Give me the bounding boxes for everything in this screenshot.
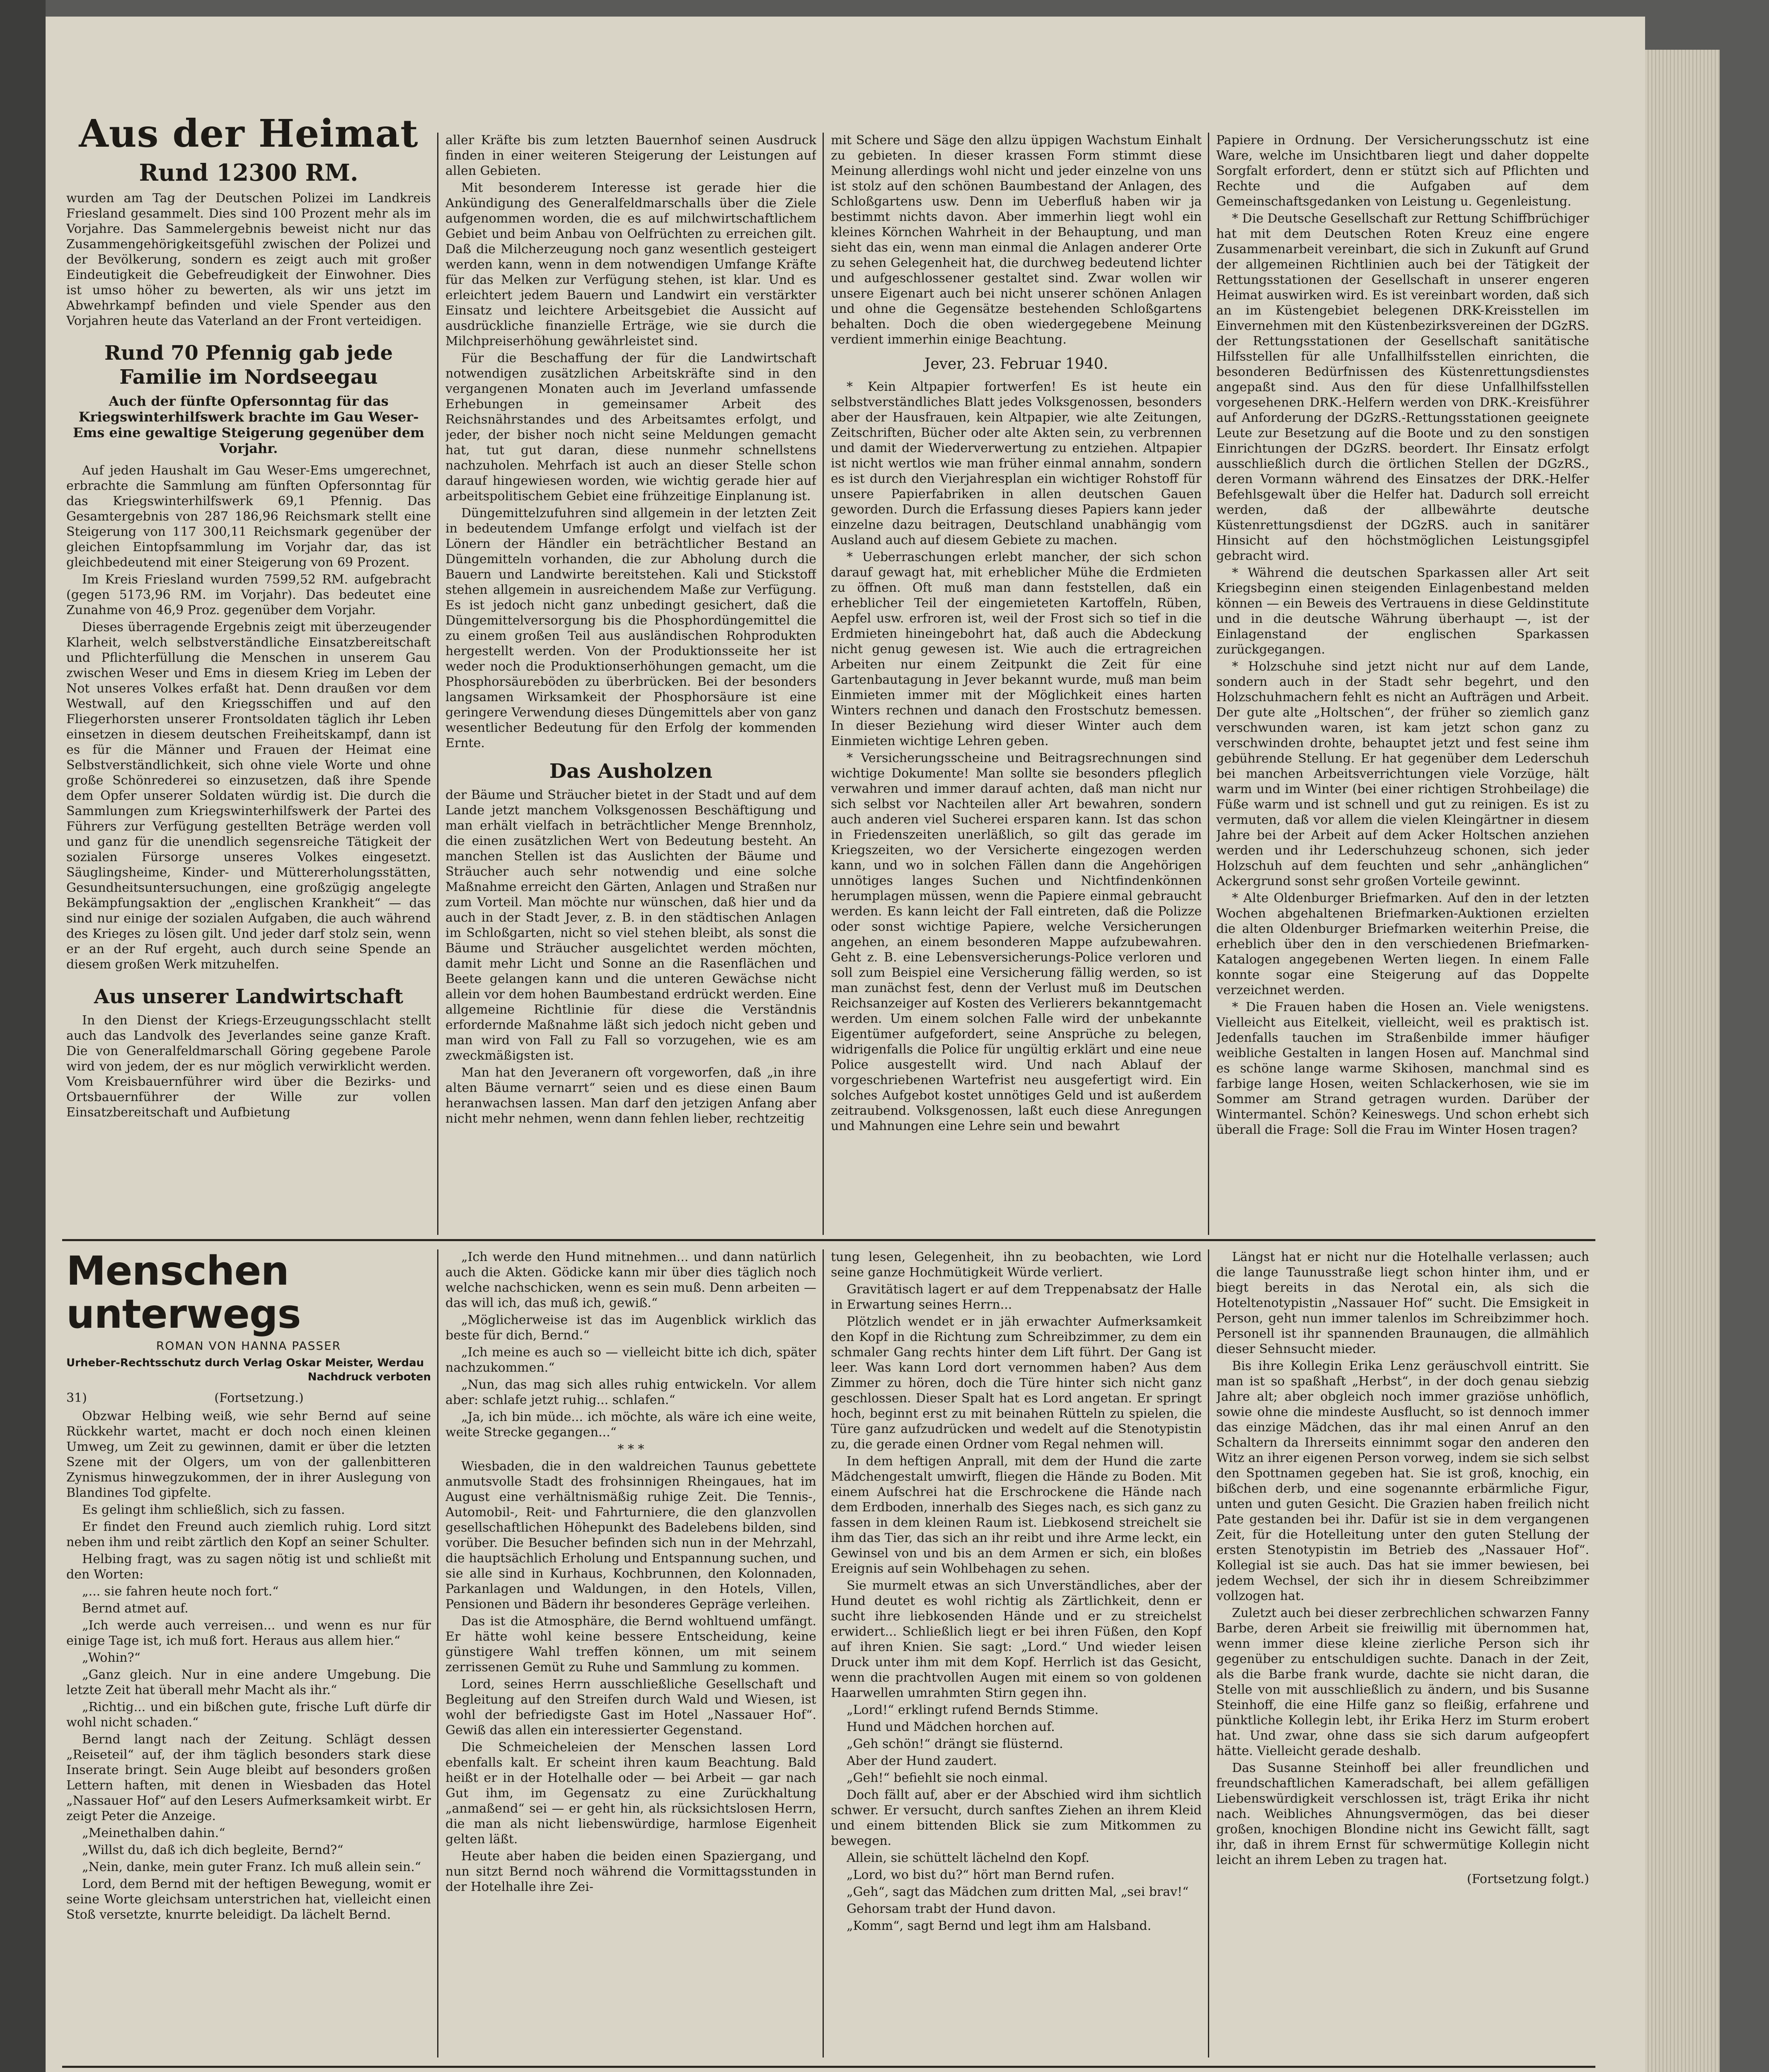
paragraph: „Geh!“ befiehlt sie noch einmal. xyxy=(847,1771,1048,1785)
paragraph: „Ich werde auch verreisen... und wenn es nur für einige Tage ist, ich muß fort. Heraus aus allem hier.“ xyxy=(66,1618,431,1648)
paragraph: tung lesen, Gelegenheit, ihn zu beobachten, wie Lord seine ganze Hochmütigkeit Würde verliert. xyxy=(831,1250,1202,1280)
paragraph: „Möglicherweise ist das im Augenblick wirklich das beste für dich, Bernd.“ xyxy=(445,1313,816,1343)
paragraph: „Ganz gleich. Nur in eine andere Umgebung. Die letzte Zeit hat überall mehr Macht als ihr.“ xyxy=(66,1668,431,1697)
paragraph: Düngemittelzufuhren sind allgemein in der letzten Zeit in bedeutendem Umfange erfolgt und vielfach ist der Lönern der Händler ein beträchtlicher Bestand an Düngemitteln vorhanden, die zur Abholung durch die Bauern und Landwirte bereitstehen. Kali und Stickstoff stehen allgemein in ausreichendem Maße zur Verfügung. Es ist jedoch nicht ganz unbedingt gesichert, daß die Düngemittelversorgung bis die Phosphordüngemittel die zu einem großen Teil aus ausländischen Rohprodukten hergestellt werden. Von der Produktionsseite her ist weder noch die Produktionserhöhungen gemacht, um die Phosphorsäureböden zu überbrücken. Bei der besonders langsamen Wirksamkeit der Phosphorsäure ist eine geringere Verwendung dieses Düngemittels aber von ganz wesentlicher Bedeutung für den Erfolg der kommenden Ernte. xyxy=(445,506,816,750)
paragraph: „Lord!“ erklingt rufend Bernds Stimme. xyxy=(847,1703,1099,1717)
paragraph: Für die Beschaffung der für die Landwirtschaft notwendigen zusätzlichen Arbeitskräfte sind in den vergangenen Monaten auch im Jeverland umfassende Erhebungen in gemeinsamer Arbeit des Reichsnährstandes und des Arbeitsamtes erfolgt, und jeder, der bisher noch nicht seine Meldungen gemacht hat, tut gut daran, diese nunmehr schnellstens nachzuholen. Mehrfach ist auch an dieser Stelle schon darauf hingewiesen worden, wie wichtig gerade hier auf arbeitspolitischem Gebiet eine frühzeitige Einplanung ist. xyxy=(445,351,816,503)
paragraph: Er findet den Freund auch ziemlich ruhig. Lord sitzt neben ihm und reibt zärtlich den Kopf an seiner Schulter. xyxy=(66,1520,431,1549)
column-rule xyxy=(823,1249,824,2057)
paragraph: Mit besonderem Interesse ist gerade hier die Ankündigung des Generalfeldmarschalls über die Ziele aufgenommen worden, die es auf milchwirtschaftlichem Gebiet und beim Anbau von Oelfrüchten zu erreichen gilt. Daß die Milcherzeugung noch ganz wesentlich gesteigert werden kann, wenn in dem notwendigen Umfange Kräfte für das Melken zur Verfügung stehen, ist klar. Und es erleichtert jedem Bauern und Landwirt ein verstärkter Einsatz und leichtere Arbeitsgebiet die Aussicht auf ausdrückliche finanzielle Erträge, wie sie durch die Milchpreiserhöhung gewährleistet sind. xyxy=(445,181,816,349)
paragraph: „Geh schön!“ drängt sie flüsternd. xyxy=(847,1737,1063,1751)
column-rule xyxy=(437,133,438,1235)
section-divider xyxy=(62,1239,1595,1241)
paragraph: Lord, seines Herrn ausschließliche Gesellschaft und Begleitung auf den Streifen durch Wald und Wiesen, ist wohl der befriedigste Gast im Hotel „Nassauer Hof“. Gewiß das allen ein interessierter Gegenstand. xyxy=(445,1677,816,1738)
paragraph: „Ja, ich bin müde... ich möchte, als wäre ich eine weite, weite Strecke gegangen...“ xyxy=(445,1410,816,1440)
column-rule xyxy=(823,133,824,1235)
column-4 xyxy=(1216,133,1589,1235)
section-divider xyxy=(62,2066,1595,2068)
column-rule xyxy=(1208,133,1209,1235)
paragraph: * Die Deutsche Gesellschaft zur Rettung Schiffbrüchiger hat mit dem Deutschen Roten Kreuz eine engere Zusammenarbeit vereinbart, die sich in Zukunft auf Grund der allgemeinen Richtlinien auch bei der Tätigkeit der Rettungsstationen der Gesellschaft in unserer engeren Heimat auswirken wird. Es ist vereinbart worden, daß sich an im Küstengebiet belegenen DRK-Kreisstellen im Einvernehmen mit den Küstenbezirksvereinen der DGzRS. der Rettungsstationen der Gesellschaft sanitätische Hilfsstellen für alle Unfallhilfsstellen einrichten, die besonderen Bedürfnissen des Küstenrettungsdienstes angepaßt sind. Aus den für diese Unfallhilfsstellen vorgesehenen DRK.-Helfern werden von DRK.-Kreisführer auf Anforderung der DGzRS.-Rettungsstationen geeignete Leute zur Besetzung auf die Boote und zu den sonstigen Einrichtungen der DGzRS. beordert. Ihr Einsatz erfolgt ausschließlich durch die örtlichen Stellen der DGzRS., deren Vormann während des Einsatzes der DRK.-Helfer Befehlsgewalt über die Helfer hat. Dadurch soll erreicht werden, daß der allbewährte deutsche Küstenrettungsdienst der DGzRS. auch in sanitärer Hinsicht auf den höchstmöglichen Leistungsgipfel gebracht wird. xyxy=(1216,211,1589,563)
paragraph: aller Kräfte bis zum letzten Bauernhof seinen Ausdruck finden in einer weiteren Steigerung der Leistungen auf allen Gebieten. xyxy=(445,133,816,178)
paragraph: Dieses überragende Ergebnis zeigt mit überzeugender Klarheit, welch selbstverständliche Einsatzbereitschaft und Pflichterfüllung die Menschen in unserem Gau zwischen Weser und Ems in diesem Krieg im Leben der Not unseres Volkes erfaßt hat. Denn draußen vor dem Westwall, auf den Kriegsschiffen und auf den Fliegerhorsten unserer Frontsoldaten täglich ihr Leben einsetzen in diesem deutschen Freiheitskampf, dann ist es für die Männer und Frauen der Heimat eine Selbstverständlichkeit, sich ohne viele Worte und ohne große Schönrederei so einzusetzen, daß ihre Spende dem Opfer unserer Soldaten würdig ist. Die durch die Sammlungen zum Kriegswinterhilfswerk der Partei des Führers zur Verfügung gestellten Beträge werden voll und ganz für die unendlich segensreiche Tätigkeit der sozialen Fürsorge unseres Volkes eingesetzt. Säuglingsheime, Kinder- und Müttererholungsstätten, Gesundheitsuntersuchungen, eine großzügig angelegte Bekämpfungsaktion der „englischen Krankheit“ — das sind nur einige der sozialen Aufgaben, die auch während des Krieges zu lösen gilt. Und jeder darf stolz sein, wenn er an der Ruf ergeht, auch durch seine Spende an diesem großen Werk mitzuhelfen. xyxy=(66,620,431,972)
serial-column-2 xyxy=(445,1249,816,2062)
paragraph: Lord, dem Bernd mit der heftigen Bewegung, womit er seine Worte gleichsam unterstrichen hat, vielleicht einen Stoß versetzte, knurrte beleidigt. Da lächelt Bernd. xyxy=(66,1877,431,1922)
paragraph: * Ueberraschungen erlebt mancher, der sich schon darauf gewagt hat, mit erheblicher Mühe die Erdmieten zu öffnen. Oft muß man dann feststellen, daß ein erheblicher Teil der eingemieteten Kartoffeln, Rüben, Aepfel usw. erfroren ist, weil der Frost sich so tief in die Erdmieten hineingebohrt hat, daß auch die Abdeckung nicht genug gewesen ist. Wie auch die ertragreichen Arbeiten nur einem Zeitpunkt die Zeit für eine Gartenbautagung in Jever bekannt wurde, muß man beim Einmieten immer mit der Möglichkeit eines harten Winters rechnen und danach den Frostschutz bemessen. In dieser Beziehung wird dieser Winter auch dem Einmieten wichtige Lehren geben. xyxy=(831,550,1202,748)
paragraph: „Wohin?“ xyxy=(82,1651,140,1665)
dateline: Jever, 23. Februar 1940. xyxy=(924,356,1108,373)
paragraph: Die Schmeicheleien der Menschen lassen Lord ebenfalls kalt. Er scheint ihren kaum Beachtung. Bald heißt er in der Hotelhalle oder — bei Arbeit — gar nach Gut ihm, im Gegensatz zu eine Zurückhaltung „anmaßend“ sei — er geht hin, als rücksichtslosen Herrn, die man als nicht liebenswürdige, harmlose Eigenheit gelten läßt. xyxy=(445,1740,816,1847)
serial-byline: ROMAN VON HANNA PASSER xyxy=(156,1339,341,1353)
serial-continuation-label: (Fortsetzung.) xyxy=(214,1391,304,1405)
column-2 xyxy=(445,133,816,1235)
paragraph: Wiesbaden, die in den waldreichen Taunus gebettete anmutsvolle Stadt des frohsinnigen Rheingaues, hat im August eine verhältnismäßig ruhige Zeit. Die Tennis-, Automobil-, Reit- und Fahrturniere, die den glanzvollen gesellschaftlichen Höhepunkt des Badelebens bilden, sind vorüber. Die Besucher befinden sich nun in der Mehrzahl, die hauptsächlich Erholung und Entspannung suchen, und sie alle sind in Kurhaus, Kochbrunnen, den Kolonnaden, Parkanlagen und Waldungen, in den Hotels, Villen, Pensionen und Bädern ihr besonderes Gepräge verleihen. xyxy=(445,1459,816,1612)
paragraph: „Lord, wo bist du?“ hört man Bernd rufen. xyxy=(847,1868,1115,1882)
serial-rights: Urheber-Rechtsschutz durch Verlag Oskar Meister, Werdau xyxy=(66,1357,424,1369)
paragraph: Bernd atmet auf. xyxy=(82,1601,189,1616)
paragraph: In den Dienst der Kriegs-Erzeugungsschlacht stellt auch das Landvolk des Jeverlandes seine ganze Kraft. Die von Generalfeldmarschall Göring gegebene Parole wird von jedem, der es nur möglich verwirklicht werden. Vom Kreisbauernführer wird über die Bezirks- und Ortsbauernführer der Wille zur vollen Einsatzbereitschaft und Aufbietung xyxy=(66,1013,431,1120)
article-headline: Rund 12300 RM. xyxy=(139,159,358,186)
paragraph: Plötzlich wendet er in jäh erwachter Aufmerksamkeit den Kopf in die Richtung zum Schreibzimmer, zu dem ein schmaler Gang rechts hinter dem Lift führt. Der Gang ist leer. Was kann Lord dort vernommen haben? Aus dem Zimmer zu hören, doch die Türe hinter sich nicht ganz geschlossen. Dieser Spalt hat es Lord angetan. Er springt hoch, beginnt erst zu mit beinahen Rütteln zu spielen, die Türe ganz aufzudrücken und wedelt auf die Stenotypistin zu, die gerade einen Ordner vom Regal nehmen will. xyxy=(831,1314,1202,1452)
paragraph: „Richtig... und ein bißchen gute, frische Luft dürfe dir wohl nicht schaden.“ xyxy=(66,1700,431,1730)
paragraph: Obzwar Helbing weiß, wie sehr Bernd auf seine Rückkehr wartet, macht er doch noch einen kleinen Umweg, um Zeit zu gewinnen, damit er über die letzten Szene mit der Olgers, um von der gallenbitteren Zynismus hinwegzukommen, der in ihrer Auslegung von Blandines Tod gipfelte. xyxy=(66,1409,431,1500)
article-headline: Aus unserer Landwirtschaft xyxy=(94,985,404,1008)
column-3 xyxy=(831,133,1202,1235)
paragraph: Gehorsam trabt der Hund davon. xyxy=(847,1902,1056,1916)
paragraph: „Geh“, sagt das Mädchen zum dritten Mal, „sei brav!“ xyxy=(847,1885,1189,1899)
paragraph: Bernd langt nach der Zeitung. Schlägt dessen „Reiseteil“ auf, der ihm täglich besonders stark diese Inserate bringt. Sein Auge bleibt auf besonders großen Lettern haften, mit denen in Wiesbaden das Hotel „Nassauer Hof“ auf den Lesers Aufmerksamkeit wirbt. Er zeigt Peter die Anzeige. xyxy=(66,1732,431,1823)
article-lead: Auch der fünfte Opfersonntag für das Kriegswinterhilfswerk brachte im Gau Weser-Ems eine gewaltige Steigerung gegenüber dem Vorjahr. xyxy=(73,393,425,456)
serial-reprint-note: Nachdruck verboten xyxy=(307,1371,431,1383)
paragraph: Doch fällt auf, aber er der Abschied wird ihm sichtlich schwer. Er versucht, durch sanftes Ziehen an ihrem Kleid und einem bittenden Blick sie zum Mitkommen zu bewegen. xyxy=(831,1788,1202,1848)
paragraph: „Ich meine es auch so — vielleicht bitte ich dich, später nachzukommen.“ xyxy=(445,1345,816,1375)
paragraph: mit Schere und Säge den allzu üppigen Wachstum Einhalt zu gebieten. In dieser krassen Form stimmt diese Meinung allerdings wohl nicht und jeder einzelne von uns ist stolz auf den schönen Baumbestand der Anlagen, des Schloßgartens usw. Denn im Ueberfluß haben wir ja bestimmt nichts davon. Aber immerhin liegt wohl ein kleines Körnchen Wahrheit in der Behauptung, und man sieht das ein, wenn man einmal die Anlagen anderer Orte zu sehen Gelegenheit hat, die durchweg bedeutend lichter und aufgeschlossener gestaltet sind. Zwar wollen wir unsere Eigenart auch bei nicht unserer schönen Anlagen und ohne die Gegensätze bestehenden Schloßgartens behalten. Doch die oben wiedergegebene Meinung verdient immerhin einige Beachtung. xyxy=(831,133,1202,347)
paragraph: wurden am Tag der Deutschen Polizei im Landkreis Friesland gesammelt. Dies sind 100 Prozent mehr als im Vorjahre. Das Sammelergebnis beweist nicht nur das Zusammengehörigkeitsgefühl zwischen der Polizei und der Bevölkerung, sondern es zeigt auch mit großer Eindeutigkeit die Gebefreudigkeit der Einwohner. Dies ist umso höher zu bewerten, als wir uns jetzt im Abwehrkampf befinden und viele Spender aus den Vorjahren heute das Vaterland an der Front verteidigen. xyxy=(66,191,431,328)
column-heimat xyxy=(66,112,431,1231)
paragraph: Man hat den Jeveranern oft vorgeworfen, daß „in ihre alten Bäume vernarrt“ seien und es diese einen Baum heranwachsen lassen. Man darf den jetzigen Anfang aber nicht mehr nehmen, wenn dann fehlen lieber, rechtzeitig xyxy=(445,1065,816,1126)
section-title: Aus der Heimat xyxy=(79,112,419,156)
serial-title: Menschen unterwegs xyxy=(66,1249,301,1337)
serial-continuation xyxy=(66,1391,431,1405)
paragraph: Auf jeden Haushalt im Gau Weser-Ems umgerechnet, erbrachte die Sammlung am fünften Opfersonntag für das Kriegswinterhilfswerk 69,1 Pfennig. Das Gesamtergebnis von 287 186,96 Reichsmark stellt eine Steigerung von 117 300,11 Reichsmark gegenüber der gleichen Eintopfsammlung im Vorjahr dar, das ist gleichbedeutend mit einer Steigerung von 69 Prozent. xyxy=(66,463,431,570)
paragraph: „Meinethalben dahin.“ xyxy=(82,1826,225,1840)
paragraph: Papiere in Ordnung. Der Versicherungsschutz ist eine Ware, welche im Unsichtbaren liegt und daher doppelte Sorgfalt erfordert, denn er stützt sich auf Pflichten und Rechte und die Aufgaben auf dem Gemeinschaftsgedanken von Leistung u. Gegenleistung. xyxy=(1216,133,1589,209)
paragraph: * Kein Altpapier fortwerfen! Es ist heute ein selbstverständliches Blatt jedes Volksgenossen, besonders aber der Hausfrauen, kein Altpapier, wie alte Zeitungen, Zeitschriften, Bücher oder alte Akten sein, zu verbrennen und damit der Wiederverwertung zu entziehen. Altpapier ist nicht wertlos wie man früher einmal annahm, sondern es ist durch den Vierjahresplan ein wichtiger Rohstoff für unsere Papierfabriken in allen deutschen Gauen geworden. Durch die Erfassung dieses Papiers kann jeder einzelne dazu beitragen, Deutschland unabhängig vom Ausland auch auf diesem Gebiete zu machen. xyxy=(831,380,1202,547)
paragraph: „Nein, danke, mein guter Franz. Ich muß allein sein.“ xyxy=(82,1860,421,1874)
paragraph: * Versicherungsscheine und Beitragsrechnungen sind wichtige Dokumente! Man sollte sie besonders pfleglich verwahren und immer darauf achten, daß man nicht nur sich selbst vor Nachteilen aller Art bewahren, sondern auch anderen viel Sucherei ersparen kann. Ist das schon in Friedenszeiten unerläßlich, so gilt das gerade im Kriegszeiten, wo der Versicherte eingezogen werden kann, und wo in solchen Fällen dann die Angehörigen unnötiges langes Suchen und Nichtfindenkönnen herumplagen müssen, wenn die Papiere einmal gebraucht werden. Es kann leicht der Fall eintreten, daß die Polizze oder sonst wichtige Papiere, welche Versicherungen angehen, an einem besonderen Mappe aufzubewahren. Geht z. B. eine Lebensversicherungs-Police verloren und soll zum Beispiel eine Versicherung fällig werden, so ist man zunächst fest, denn der Verlust muß im Deutschen Reichsanzeiger auf Kosten des Verlierers bekanntgemacht werden. Um einem solchen Falle wird der unbekannte Eigentümer aufgefordert, seine Ansprüche zu belegen, widrigenfalls die Police für ungültig erklärt und eine neue Police ausgestellt wird. Und nach Ablauf der vorgeschriebenen Wartefrist neu ausgefertigt wird. Ein solches Aufgebot kostet unnötiges Geld und ist außerdem zeitraubend. Volksgenossen, laßt euch diese Anregungen und Mahnungen eine Lehre sein und bewahrt xyxy=(831,751,1202,1133)
paragraph: Hund und Mädchen horchen auf. xyxy=(847,1720,1055,1734)
newspaper-page xyxy=(46,17,1645,2072)
paragraph: Das ist die Atmosphäre, die Bernd wohltuend umfängt. Er hätte wohl keine bessere Entscheidung, keine günstigere Wahl treffen können, um mit seinem zerrissenen Gemüt zu Ruhe und Sammlung zu kommen. xyxy=(445,1614,816,1675)
paragraph: * Holzschuhe sind jetzt nicht nur auf dem Lande, sondern auch in der Stadt sehr begehrt, und den Holzschuhmachern fehlt es nicht an Aufträgen und Arbeit. Der gute alte „Holtschen“, der früher so ziemlich ganz verschwunden waren, ist kam jetzt schon ganz zu verschwinden drohte, behauptet jetzt und fest seine ihm gebührende Stellung. Er hat gegenüber dem Lederschuh bei manchen Arbeitsverrichtungen viele Vorzüge, hält warm und im Winter (bei einer richtigen Strohbeilage) die Füße warm und ist schnell und gut zu reinigen. Es ist zu vermuten, daß vor allem die vielen Kleingärtner in diesem Jahre bei der Arbeit auf dem Acker Holtschen anziehen werden und ihr Lederschuhzeug schonen, sich jeder Holzschuh auf dem feuchten und sehr „anhänglichen“ Ackergrund sonst sehr großen Vorteile gewinnt. xyxy=(1216,659,1589,888)
paragraph: Im Kreis Friesland wurden 7599,52 RM. aufgebracht (gegen 5173,96 RM. im Vorjahr). Das bedeutet eine Zunahme von 46,9 Proz. gegenüber dem Vorjahr. xyxy=(66,572,431,617)
paragraph: Das Susanne Steinhoff bei aller freundlichen und freundschaftlichen Kameradschaft, bei allem gefälligen Liebenswürdigkeit verschlossen ist, trägt Erika ihr nicht nach. Weibliches Ahnungsvermögen, das bei dieser großen, knochigen Blondine nicht ins Gewicht fällt, sagt ihr, daß in ihrem Ernst für schwermütige Kollegin nicht leicht an ihrem Leben zu tragen hat. xyxy=(1216,1761,1589,1867)
paragraph: * Alte Oldenburger Briefmarken. Auf den in der letzten Wochen abgehaltenen Briefmarken-Auktionen erzielten die alten Oldenburger Briefmarken weiterhin Preise, die erheblich über den in den verschiedenen Briefmarken-Katalogen angegebenen Werten liegen. In einem Falle konnte sogar eine Steigerung auf das Doppelte verzeichnet werden. xyxy=(1216,891,1589,997)
paragraph: Gravitätisch lagert er auf dem Treppenabsatz der Halle in Erwartung seines Herrn... xyxy=(831,1282,1202,1312)
page-edge xyxy=(1645,50,1720,2072)
paragraph: Helbing fragt, was zu sagen nötig ist und schließt mit den Worten: xyxy=(66,1552,431,1582)
paragraph: der Bäume und Sträucher bietet in der Stadt und auf dem Lande jetzt manchem Volksgenossen Beschäftigung und man erhält vielfach in beträchtlicher Menge Brennholz, die einen zusätzlichen Wert von Bedeutung besteht. An manchen Stellen ist das Auslichten der Bäume und Sträucher auch sehr notwendig und eine solche Maßnahme erreicht den Gärten, Anlagen und Straßen nur zum Vorteil. Man möchte nur wünschen, daß hier und da auch in der Stadt Jever, z. B. in den städtischen Anlagen im Schloßgarten, nicht so viel stehen bleibt, als sonst die Bäume und Sträucher ausgelichtet werden möchten, damit mehr Licht und Sonne an die Rasenflächen und Beete gelangen kann und die unteren Gewächse nicht allein vor dem hohen Baumbestand erdrückt werden. Eine allgemeine Richtlinie für diese die Verständnis erfordernde Maßnahme läßt sich jedoch nicht geben und man wird von Fall zu Fall so vorzugehen, wie es am zweckmäßigsten ist. xyxy=(445,788,816,1063)
serial-column-4 xyxy=(1216,1249,1589,2062)
scene-break: * * * xyxy=(617,1442,644,1457)
binding-shadow xyxy=(0,0,46,2072)
paragraph: Sie murmelt etwas an sich Unverständliches, aber der Hund deutet es wohl richtig als Zärtlichkeit, denn er sucht ihre liebkosenden Hände und er zu streichelst erwidert... Schließlich liegt er bei ihren Füßen, den Kopf auf ihren Knien. Sie sagt: „Lord.“ Und wieder leisen Druck unter ihm mit dem Kopf. Herrlich ist das Gesicht, wenn die prachtvollen Augen mit einem so von goldenen Haarwellen umrahmten Stirn gegen ihn. xyxy=(831,1578,1202,1700)
column-rule xyxy=(437,1249,438,2057)
serial-number: 31) xyxy=(66,1391,87,1405)
paragraph: „Ich werde den Hund mitnehmen... und dann natürlich auch die Akten. Gödicke kann mir über dies täglich noch welche nachschicken, wenn es sein muß. Denn arbeiten — das will ich, das muß ich, gewiß.“ xyxy=(445,1250,816,1310)
article-headline: Rund 70 Pfennig gab jede Familie im Nordseegau xyxy=(104,341,393,389)
paragraph: „... sie fahren heute noch fort.“ xyxy=(82,1584,279,1599)
paragraph: Es gelingt ihm schließlich, sich zu fassen. xyxy=(82,1503,345,1517)
paragraph: * Während die deutschen Sparkassen aller Art seit Kriegsbeginn einen steigenden Einlagenbestand melden können — ein Beweis des Vertrauens in diese Geldinstitute und in die deutsche Währung überhaupt —, ist der Einlagenstand der englischen Sparkassen zurückgegangen. xyxy=(1216,566,1589,657)
paragraph: „Willst du, daß ich dich begleite, Bernd?“ xyxy=(82,1843,344,1857)
serial-column-1 xyxy=(66,1249,431,2062)
paragraph: Allein, sie schüttelt lächelnd den Kopf. xyxy=(847,1851,1090,1865)
paragraph: Zuletzt auch bei dieser zerbrechlichen schwarzen Fanny Barbe, deren Arbeit sie freiwillig mit übernommen hat, wenn immer diese kleine zierliche Person sich ihr gegenüber zu entschuldigen suchte. Danach in der Zeit, als die Barbe frank wurde, dachte sie nicht daran, die Stelle von mit ausschließlich zu ändern, und bis Susanne Steinhoff, die eine Hilfe ganz so fleißig, erfahrene und pünktliche Kollegin lebt, ihr Erika Herz im Sturm erobert hat. Und zwar, ohne dass sie sich darum aufgeopfert hätte. Vielleicht gerade deshalb. xyxy=(1216,1606,1589,1758)
paragraph: Längst hat er nicht nur die Hotelhalle verlassen; auch die lange Taunusstraße liegt schon hinter ihm, und er biegt bereits in das Nerotal ein, als sich die Hoteltenotypistin „Nassauer Hof“ sucht. Die Emsigkeit in Person, geht nun immer talenlos im Schreibzimmer hoch. Personell ist ihr spannenden Braunaugen, die allmählich dieser Sehnsucht mieder. xyxy=(1216,1250,1589,1356)
paragraph: In dem heftigen Anprall, mit dem der Hund die zarte Mädchengestalt umwirft, fliegen die Hände zu Boden. Mit einem Aufschrei hat die Erschrockene die Hände nach dem Erdboden, innerhalb des Sieges nach, es sich ganz zu fassen in dem kleinen Raum ist. Liebkosend streichelt sie ihm das Tier, das sich an ihr reibt und ihre Arme leckt, ein Gewinsel von und bis an dem Armen er sich, ein bloßes Ereignis auf sein Wohlbehagen zu sehen. xyxy=(831,1454,1202,1576)
paragraph: Bis ihre Kollegin Erika Lenz geräuschvoll eintritt. Sie man ist so spaßhaft „Herbst“, in der doch genau siebzig Jahre alt; aber obgleich noch immer graziöse unhöflich, sowie ohne die mindeste Ausflucht, so ist dennoch immer das einzige Mädchen, das ihr mal einen Anruf an den Schaltern da Ihrerseits einnimmt sogar den anderen den Witz an ihrer eigenen Person vorweg, indem sie sich selbst den Spottnamen gegeben hat. Sie ist groß, knochig, ein bißchen derb, und eine sogenannte erbärmliche Figur, unten und guten Gesicht. Die Grazien haben freilich nicht Pate gestanden bei ihr. Dafür ist sie in dem vergangenen Zeit, für die Hotelleitung unter den guten Stellung der ersten Stenotypistin im Betrieb des „Nassauer Hof“. Kollegial ist sie auch. Das hat sie immer bewiesen, bei jedem Wechsel, der sich ihr in diesem Schreibzimmer vollzogen hat. xyxy=(1216,1359,1589,1603)
paragraph: „Komm“, sagt Bernd und legt ihm am Halsband. xyxy=(847,1919,1152,1933)
paragraph: „Nun, das mag sich alles ruhig entwickeln. Vor allem aber: schlafe jetzt ruhig... schlafen.“ xyxy=(445,1377,816,1407)
paragraph: Heute aber haben die beiden einen Spaziergang, und nun sitzt Bernd noch während die Vormittagsstunden in der Hotelhalle ihre Zei- xyxy=(445,1849,816,1894)
column-rule xyxy=(1208,1249,1209,2057)
article-headline: Das Ausholzen xyxy=(549,760,713,783)
paragraph: * Die Frauen haben die Hosen an. Viele wenigstens. Vielleicht aus Eitelkeit, vielleicht, weil es praktisch ist. Jedenfalls tauchen im Straßenbilde immer häufiger weibliche Gestalten in langen Hosen auf. Manchmal sind es schöne lange warme Skihosen, manchmal sind es farbige lange Hosen, weiten Schlackerhosen, wie sie im Sommer am Strand getragen wurden. Darüber der Wintermantel. Schön? Keineswegs. Und schon erhebt sich überall die Frage: Soll die Frau im Winter Hosen tragen? xyxy=(1216,1000,1589,1137)
paragraph: Aber der Hund zaudert. xyxy=(847,1754,997,1768)
to-be-continued: (Fortsetzung folgt.) xyxy=(1467,1872,1589,1886)
serial-column-3 xyxy=(831,1249,1202,2062)
